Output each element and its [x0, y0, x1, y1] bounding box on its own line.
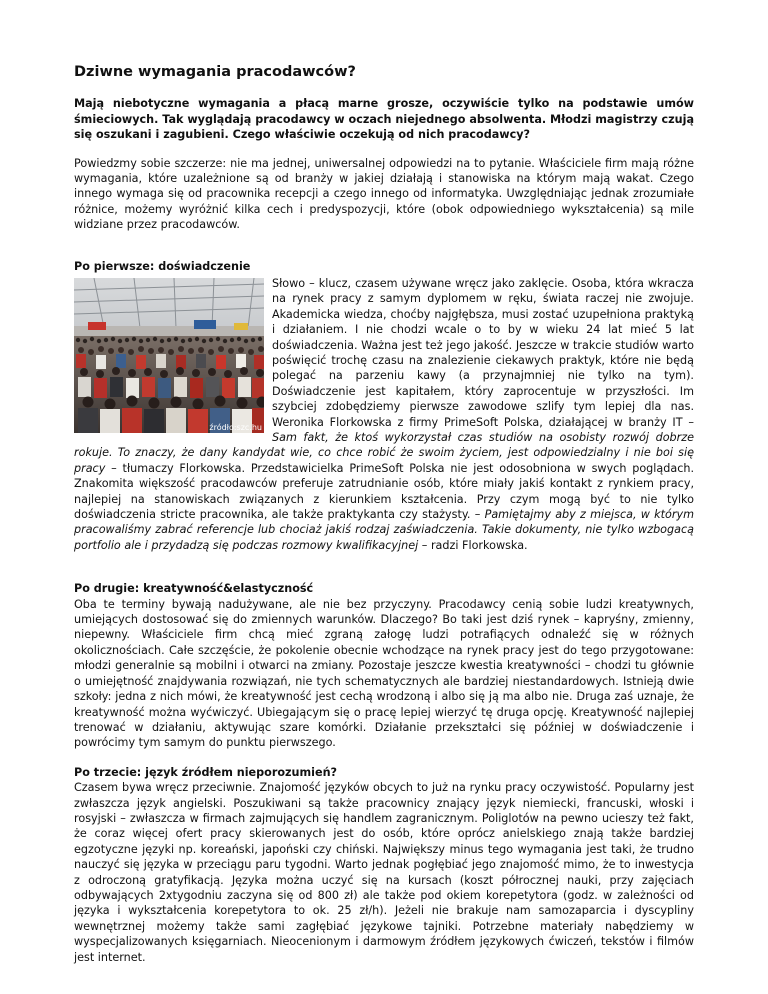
- article-title: Dziwne wymagania pracodawców?: [74, 64, 356, 80]
- section1-text-b: – tłumaczy Florkowska. Przedstawicielka PrimeSoft Polska nie jest odosobniona w swych poglądach. Znakomita większość pracodawców preferuje zatrudnianie osób, które miały jakiś kontakt z rynkiem pracy, najlepiej na stanowiskach związanych z kierunkiem kształcenia. Przy czym mogą być to nie tylko doświadczenia stricte pracownika, ale także praktykanta czy stażysty. –: [74, 461, 694, 522]
- section1-quote-b: Pamiętajmy aby z miejsca, w którym pracowaliśmy zabrać referencje lub chociaż jakiś rodzaj zaświadczenia. Takie dokumenty, nie tylko wzbogacą portfolio ale i przydadzą się podczas rozmowy kwalifikacyjnej: [74, 508, 695, 552]
- crowd-photo: [74, 278, 264, 433]
- section1-text-a: Słowo – klucz, czasem używane wręcz jako zaklęcie. Osoba, która wkracza na rynek pracy z samym dyplomem w ręku, świata raczej nie zwojuje. Akademicka wiedza, choćby najgłębsza, musi zostać uzupełniona praktyką i działaniem. I nie chodzi wcale o to by w wieku 24 lat mieć 5 lat doświadczenia. Ważna jest też jego jakość. Jeszcze w trakcie studiów warto poświęcić trochę czasu na znalezienie ciekawych praktyk, które nie będą polegać na parzeniu kawy (a przynajmniej nie tylko na tym). Doświadczenie jest kapitałem, który zaprocentuje w przyszłości. Im szybciej zdobędziemy pierwsze zawodowe szlify tym lepiej dla nas. Weronika Florkowska z firmy PrimeSoft Polska, działającej w branży IT –: [272, 276, 694, 429]
- section2-heading: Po drugie: kreatywność&elastyczność: [74, 582, 314, 596]
- photo-source-caption: źródło:szc.hu: [209, 422, 262, 432]
- section2-paragraph: Oba te terminy bywają nadużywane, ale nie bez przyczyny. Pracodawcy cenią sobie ludzi kreatywnych, umiejących dostosować się do zmiennych warunków. Dlaczego? Bo taki jest dziś rynek – kapryśny, zmienny, niepewny. Właściciele firm chcą mieć zgraną załogę ludzi potrafiących odnaleźć się w różnych okolicznościach. Całe szczęście, że pokolenie obecnie wchodzące na rynek pracy jest do tego przygotowane: młodzi generalnie są mobilni i otwarci na zmiany. Pozostaje jeszcze kwestia kreatywności – chodzi tu głównie o umiejętność znajdywania rozwiązań, nie tych schematycznych ale bardziej niestandardowych. Istnieją dwie szkoły: jedna z nich mówi, że kreatywność jest cechą wrodzoną i albo się ją ma albo nie. Druga zaś uznaje, że kreatywność można wyćwiczyć. Ubiegającym się o pracę lepiej wierzyć tę druga opcję. Kreatywność najlepiej trenować w działaniu, aktywując szare komórki. Działanie przekształci się później w doświadczenie i powrócimy tym samym do punktu pierwszego.: [74, 597, 694, 750]
- section1-heading: Po pierwsze: doświadczenie: [74, 259, 251, 273]
- section3-paragraph: Czasem bywa wręcz przeciwnie. Znajomość języków obcych to już na rynku pracy oczywistość. Popularny jest zwłaszcza język angielski. Poszukiwani są także pracownicy znający język niemiecki, francuski, włoski i rosyjski – zwłaszcza w firmach zajmujących się handlem zagranicznym. Poliglotów na pewno ucieszy też fakt, że coraz więcej ofert pracy skierowanych jest do osób, które oprócz anielskiego znają także bardziej egzotyczne języki np. koreański, japoński czy chiński. Największy minus tego wymagania jest taki, że trudno nauczyć się języka w przeciągu paru tygodni. Warto jednak pogłębiać jego znajomość mimo, że to inwestycja z odroczoną gratyfikacją. Języka można uczyć się na kursach (koszt półrocznej nauki, przy zajęciach odbywających 2xtygodniu zaczyna się od 800 zł) ale także pod okiem korepetytora (godz. w zależności od języka i wykształcenia korepetytora to ok. 25 zł/h). Jeżeli nie brakuje nam samozaparcia i dyscypliny wewnętrznej możemy także sami zagłębiać językowe tajniki. Potrzebne materiały nabędziemy w wyspecjalizowanych księgarniach. Nieocenionym i darmowym źródłem językowych ćwiczeń, tekstów i filmów jest internet.: [74, 781, 694, 964]
- section1-body: [74, 276, 694, 553]
- section3-heading: Po trzecie: język źródłem nieporozumień?: [74, 765, 338, 779]
- article-intro: Powiedzmy sobie szczerze: nie ma jednej, uniwersalnej odpowiedzi na to pytanie. Właściciele firm mają różne wymagania, które uzależnione są od branży w jakiej działają i stanowiska na którym mają wakat. Czego innego wymaga się od pracownika recepcji a czego innego od informatyka. Uwzględniając jednak zrozumiałe różnice, możemy wyróżnić kilka cech i predyspozycji, które (obok odpowiedniego wykształcenia) są mile widziane przez pracodawców.: [74, 156, 694, 232]
- crowd-photo-image: [74, 278, 264, 433]
- section1-text-c: – radzi Florkowska.: [418, 538, 528, 552]
- section1-quote-a: Sam fakt, że ktoś wykorzystał czas studiów na osobisty rozwój dobrze rokuje. To znaczy, że dany kandydat wie, co chce robić że swoim życiem, jest odpowiedzialny i nie boi się pracy: [74, 431, 694, 475]
- article-lead: Mają niebotyczne wymagania a płacą marne grosze, oczywiście tylko na podstawie umów śmieciowych. Tak wyglądają pracodawcy w oczach niejednego absolwenta. Młodzi magistrzy czują się oszukani i zagubieni. Czego właściwie oczekują od nich pracodawcy?: [74, 97, 695, 141]
